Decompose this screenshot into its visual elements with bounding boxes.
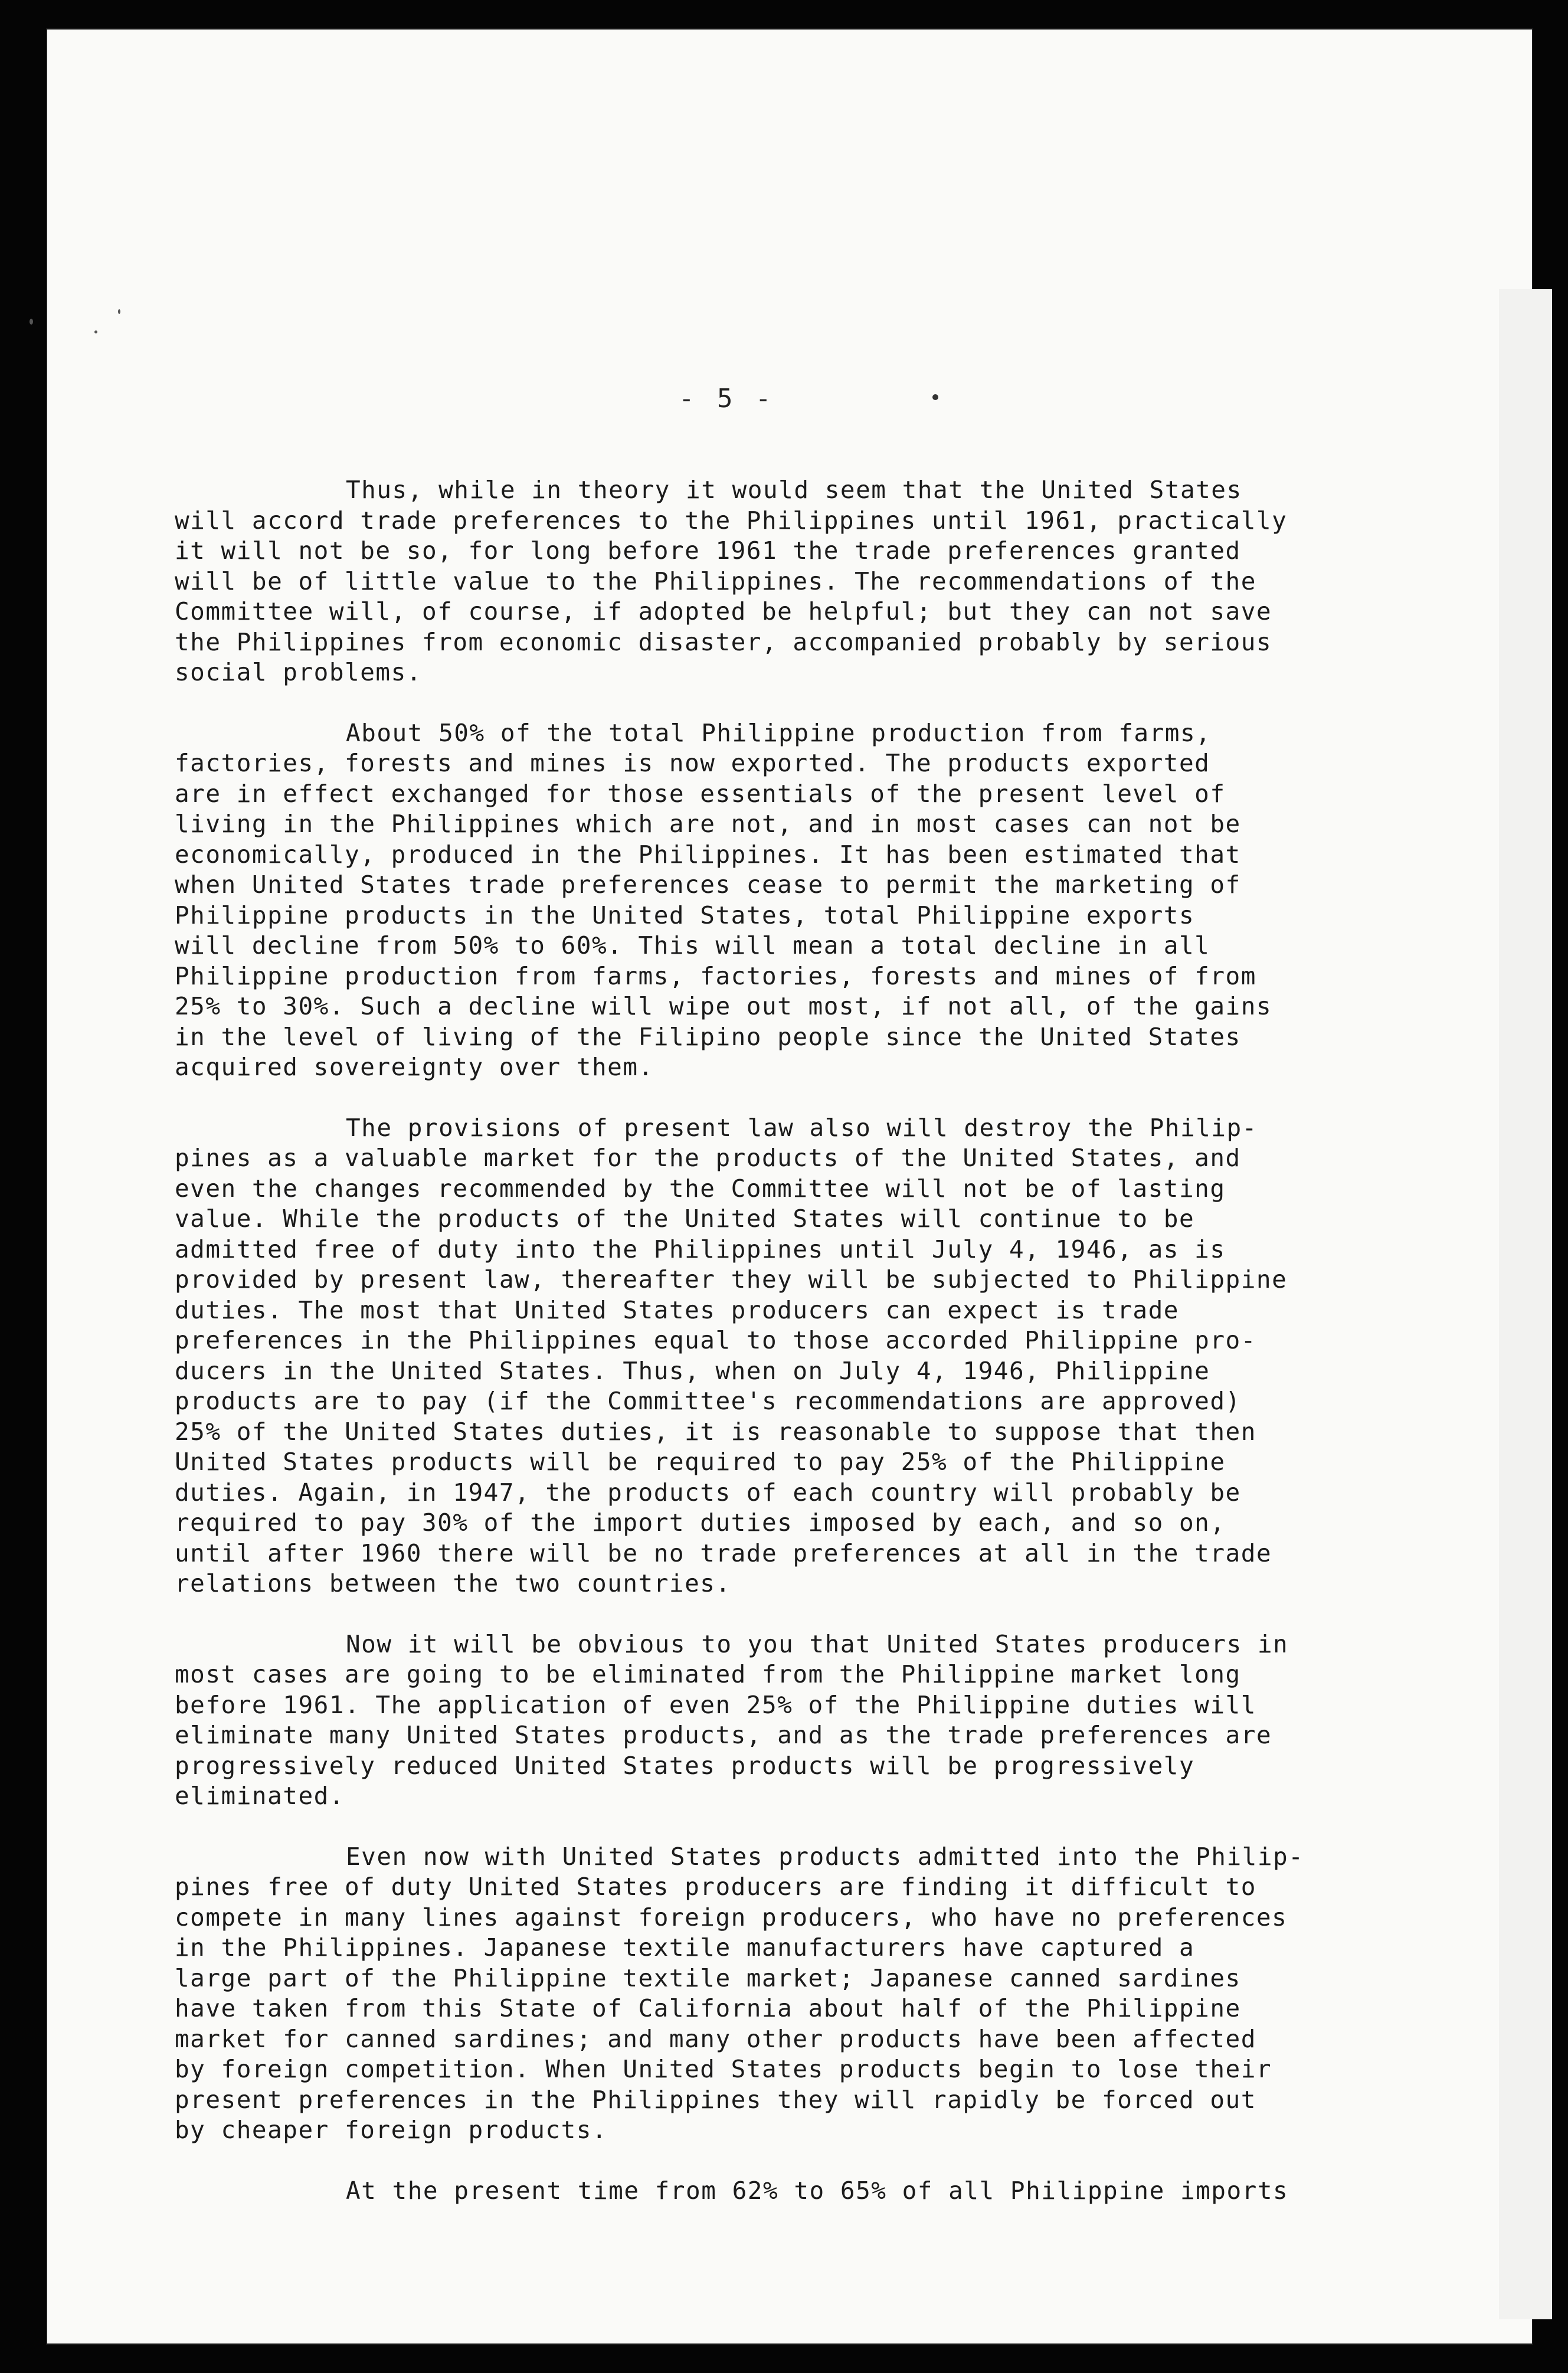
text-line: The provisions of present law also will destroy the Philip- (346, 1113, 1258, 1142)
text-line: social problems. (175, 658, 422, 686)
text-line: by foreign competition. When United States products begin to lose their (175, 2055, 1272, 2083)
text-line: most cases are going to be eliminated from the Philippine market long (175, 1660, 1241, 1688)
text-line: will be of little value to the Philippines. The recommendations of the (175, 567, 1256, 595)
text-line: in the level of living of the Filipino people since the United States (175, 1022, 1241, 1051)
text-line: Committee will, of course, if adopted be helpful; but they can not save (175, 597, 1272, 626)
page-number-mark (932, 394, 938, 400)
text-line: provided by present law, thereafter they will be subjected to Philippine (175, 1265, 1288, 1294)
text-line: United States products will be required to pay 25% of the Philippine (175, 1448, 1226, 1476)
text-line: eliminate many United States products, and as the trade preferences are (175, 1721, 1272, 1749)
paragraph (175, 1842, 1479, 2146)
text-line: are in effect exchanged for those essentials of the present level of (175, 779, 1226, 808)
text-line: present preferences in the Philippines they will rapidly be forced out (175, 2085, 1256, 2114)
text-line: it will not be so, for long before 1961 the trade preferences granted (175, 536, 1241, 565)
text-line: will accord trade preferences to the Philippines until 1961, practically (175, 506, 1288, 535)
text-line: have taken from this State of California about half of the Philippine (175, 1994, 1241, 2022)
page-number: - 5 - (679, 384, 775, 414)
text-line: living in the Philippines which are not, and in most cases can not be (175, 810, 1241, 838)
text-line: duties. The most that United States producers can expect is trade (175, 1295, 1179, 1324)
text-line: About 50% of the total Philippine production from farms, (346, 718, 1212, 747)
text-line: in the Philippines. Japanese textile manufacturers have captured a (175, 1933, 1195, 1962)
text-line: preferences in the Philippines equal to those accorded Philippine pro- (175, 1326, 1256, 1354)
text-line: 25% of the United States duties, it is reasonable to suppose that then (175, 1417, 1256, 1446)
text-line: market for canned sardines; and many other products have been affected (175, 2024, 1256, 2053)
text-line: factories, forests and mines is now exported. The products exported (175, 749, 1210, 777)
text-line: Philippine products in the United States, total Philippine exports (175, 901, 1195, 929)
text-line: duties. Again, in 1947, the products of each country will probably be (175, 1478, 1241, 1507)
text-line: 25% to 30%. Such a decline will wipe out most, if not all, of the gains (175, 992, 1272, 1020)
text-line: pines free of duty United States producers are finding it difficult to (175, 1873, 1256, 1901)
text-line: Philippine production from farms, factories, forests and mines of from (175, 961, 1256, 990)
text-line: At the present time from 62% to 65% of all Philippine imports (346, 2176, 1289, 2205)
text-line: large part of the Philippine textile market; Japanese canned sardines (175, 1963, 1241, 1992)
paragraph (175, 2176, 1479, 2207)
paragraph (175, 718, 1479, 1083)
text-line: products are to pay (if the Committee's recommendations are approved) (175, 1387, 1241, 1415)
paragraph (175, 475, 1479, 688)
text-line: progressively reduced United States products will be progressively (175, 1751, 1195, 1780)
paragraph (175, 1113, 1479, 1599)
text-line: admitted free of duty into the Philippines until July 4, 1946, as is (175, 1235, 1226, 1264)
text-line: when United States trade preferences cease to permit the marketing of (175, 870, 1241, 899)
scan-specks (24, 307, 153, 378)
text-line: by cheaper foreign products. (175, 2116, 608, 2144)
body-text (175, 475, 1479, 2236)
text-line: required to pay 30% of the import duties imposed by each, and so on, (175, 1508, 1226, 1537)
text-line: Now it will be obvious to you that United States producers in (346, 1629, 1289, 1658)
text-line: before 1961. The application of even 25% of the Philippine duties will (175, 1690, 1256, 1719)
text-line: relations between the two countries. (175, 1569, 731, 1598)
text-line: will decline from 50% to 60%. This will mean a total decline in all (175, 931, 1210, 960)
text-line: economically, produced in the Philippines. It has been estimated that (175, 840, 1241, 869)
text-line: the Philippines from economic disaster, accompanied probably by serious (175, 627, 1272, 656)
text-line: compete in many lines against foreign producers, who have no preferences (175, 1903, 1288, 1932)
text-line: acquired sovereignty over them. (175, 1053, 654, 1081)
text-line: eliminated. (175, 1782, 345, 1810)
text-line: value. While the products of the United States will continue to be (175, 1204, 1195, 1233)
text-line: ducers in the United States. Thus, when on July 4, 1946, Philippine (175, 1356, 1210, 1385)
text-line: Thus, while in theory it would seem that the United States (346, 476, 1242, 504)
text-line: even the changes recommended by the Committee will not be of lasting (175, 1174, 1226, 1203)
text-line: pines as a valuable market for the products of the United States, and (175, 1144, 1241, 1172)
text-line: until after 1960 there will be no trade preferences at all in the trade (175, 1539, 1272, 1567)
text-line: Even now with United States products admitted into the Philip- (346, 1842, 1304, 1871)
paragraph (175, 1629, 1479, 1812)
page-edge (1499, 289, 1552, 2319)
